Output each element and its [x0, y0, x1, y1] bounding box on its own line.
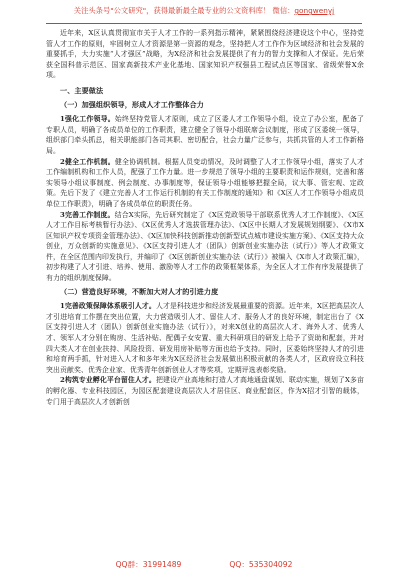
paragraph-4: [46, 301, 364, 375]
paragraph-2: [46, 157, 364, 210]
paragraph-3-body: 结合X实际，先后研究制定了《X区党政领导干部联系优秀人才工作制度》、《X区人才工作目标考核暂行办法》、《X区优秀人才选拔管理办法》、《X区中长期人才发展规划纲要》、《X市X区知识产权专项资金管理办法》、《X区加快科技创新推动创新型试点城市建设实施方案》、《X区支持大众创业，万众创新的实施意见》、《X区支持引进人才（团队）创新创业实施办法（试行）》等人才政策文件，在全区范围内印发执行，并编印了《X区创新创业实施办法（试行）》被编入《X市人才政策汇编》，初步构建了人才引进、培养、使用、激励等人才工作的政策框架体系，为全区人才工作有序发展提供了有力的组织制度保障。: [46, 210, 364, 283]
document-body: [46, 28, 364, 407]
paragraph-1-body: 始终坚持党管人才原则，成立了区委人才工作领导小组，设立了办公室，配备了专职人员，明确了各成员单位的工作职责，建立健全了领导小组联席会议制度，形成了区委统一领导，组织部门牵头抓总，相关职能部门各司其职、密切配合，社会力量广泛参与，共抓共管的人才工作新格局。: [46, 115, 364, 155]
footer-contact-bar: [0, 555, 408, 575]
paragraph-4-body: 人才是科技进步和经济发展最重要的资源。近年来，X区把高层次人才引进培育工作摆在突出位置，大力营造吸引人才、留住人才、服务人才的良好环境，制定出台了《X区支持引进人才（团队）创新创业实施办法（试行）》，对来X创业的高层次人才、海外人才、优秀人才、领军人才分别在购房、生活补贴、配偶子女安置、重大科研项目的研发上给予了资助和配套，并对四大类人才在创业扶持、风险投资、研发用房补贴等方面也给予支持。同时，区委始终坚持人才的引进和培育两手抓，针对进入人才和多年来为X区经济社会发展做出积极贡献的各类人才，区政府设立科技突出贡献奖、优秀企业家、优秀青年创新创业人才等奖项，定期评选表彰奖励。: [46, 302, 364, 374]
subsection-heading-2: （二）营造良好环境，不断加大对人才的引进力度: [60, 286, 219, 296]
subsection-heading-1: （一）加强组织领导，形成人才工作整体合力: [60, 99, 204, 109]
paragraph-1-lead: 1强化工作领导。: [60, 115, 115, 124]
header-rule: [46, 23, 362, 24]
paragraph-3-lead: 3完善工作制度。: [60, 210, 115, 219]
paragraph-5-body: 把建设产业高地和打造人才高地通盘谋划、联动实施，规划了X多亩的孵化器、专业科技园区，为园区配套建设高层次人才居住区、商业配套区，作为X招才引智的载体，专门用于高层次人才创新创: [46, 376, 364, 406]
banner-text: 关注头条号"公文研究"，获得最新最全最专业的公文资料库！ 微信：: [73, 6, 295, 15]
paragraph-5: [46, 375, 364, 407]
top-banner: [0, 0, 408, 22]
intro-paragraph: 近年来，X区认真贯彻宣市关于人才工作的一系列指示精神，紧紧围绕经济建设这个中心，坚持党管人才工作的原则，牢固树立人才资源是第一资源的观念，坚持把人才工作作为区域经济和社会发展的重要抓手，大力实施“人才强区”战略，为X经济和社会发展提供了有力的智力支撑和人才保证。先后荣获全国科普示范区、国家高新技术产业化基地、国家知识产权强县工程试点区等国家、省级荣誉X余项。: [46, 29, 364, 80]
qq-text: QQ：535304092: [229, 560, 293, 569]
paragraph-4-lead: 1完善政策保障体系吸引人才。: [60, 302, 156, 311]
paragraph-2-body: 健全协调机制。根据人员变动情况，及时调整了人才工作领导小组，落实了人才工作编制机构和工作人员，配强了工作力量。进一步规范了领导小组的主要职责和运作规则，完善和落实领导小组议事制度、例会制度、办事制度等，保证领导小组能够把握全局，议大事、管宏观、定政策。先后下发了《建立完善人才工作运行机制的有关工作制度的通知》和《X区人才工作领导小组成员单位工作职责》，明确了各成员单位的职责任务。: [46, 157, 364, 208]
wechat-id-link[interactable]: gongwenyj: [294, 6, 335, 15]
section-heading: 一、主要做法: [60, 85, 104, 95]
qq-group-text: QQ群：31991489: [115, 560, 182, 569]
paragraph-1: [46, 114, 364, 156]
paragraph-2-lead: 2健全工作机制。: [60, 157, 115, 166]
paragraph-3: [46, 210, 364, 284]
paragraph-5-lead: 2构筑专业孵化平台留住人才。: [60, 376, 156, 385]
